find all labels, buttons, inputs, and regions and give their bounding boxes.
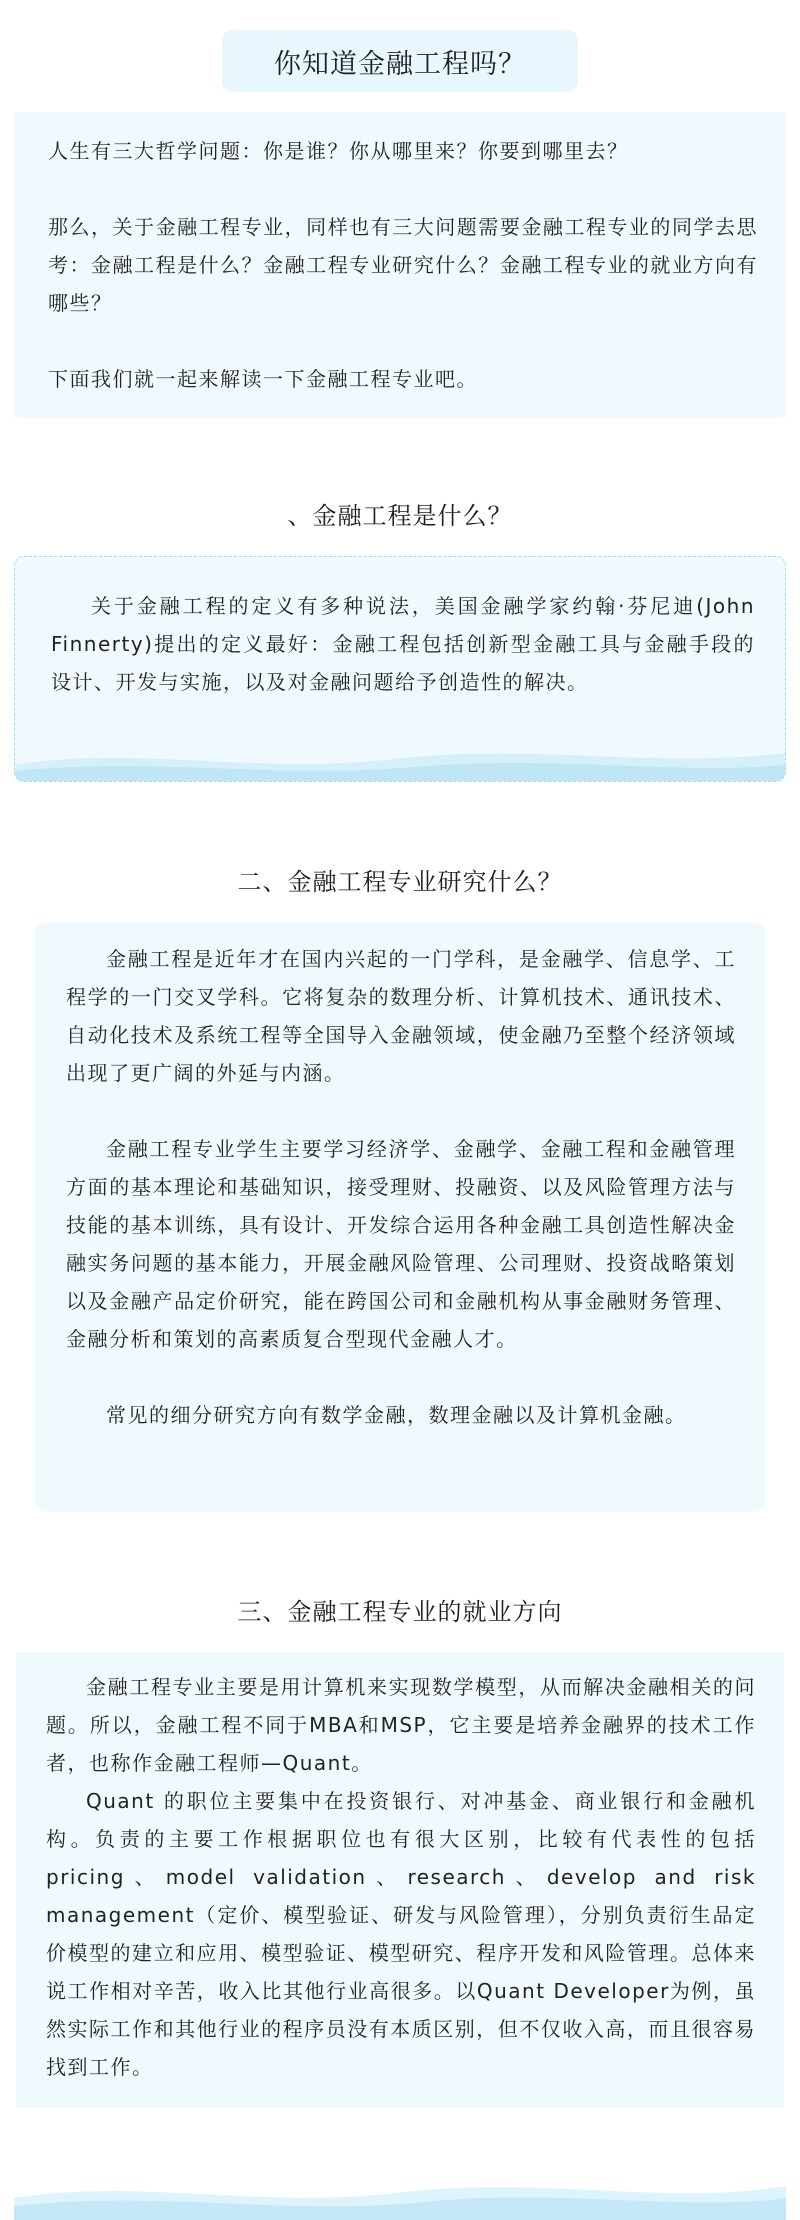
section3-paragraph: 金融工程专业主要是用计算机来实现数学模型，从而解决金融相关的问题。所以，金融工程不同于MBA和MSP，它主要是培养金融界的技术工作者，也称作金融工程师—Quant。 bbox=[46, 1675, 756, 1775]
intro-paragraph: 下面我们就一起来解读一下金融工程专业吧。 bbox=[48, 367, 478, 391]
section1-panel bbox=[14, 556, 786, 782]
page-title: 你知道金融工程吗？ bbox=[222, 30, 578, 92]
section2-paragraph: 金融工程是近年才在国内兴起的一门学科，是金融学、信息学、工程学的一门交叉学科。它将复杂的数理分析、计算机技术、通讯技术、自动化技术及系统工程等全国导入金融领域，使金融乃至整个经济领域出现了更广阔的外延与内涵。 bbox=[66, 947, 736, 1085]
section2-paragraph: 常见的细分研究方向有数学金融，数理金融以及计算机金融。 bbox=[106, 1403, 687, 1427]
section2-heading: 二、金融工程专业研究什么？ bbox=[237, 868, 563, 896]
section1-heading: 、金融工程是什么？ bbox=[287, 502, 513, 530]
section3-panel bbox=[16, 1652, 784, 2108]
intro-paragraph: 那么，关于金融工程专业，同样也有三大问题需要金融工程专业的同学去思考：金融工程是什么？金融工程专业研究什么？金融工程专业的就业方向有哪些？ bbox=[48, 215, 758, 315]
section3-paragraph: Quant 的职位主要集中在投资银行、对冲基金、商业银行和金融机构。负责的主要工作根据职位也有很大区别，比较有代表性的包括pricing、model validation、research、develop and risk management（定价、模型验证、研发与风险管理），分别负责衍生品定价模型的建立和应用、模型验证、模型研究、程序开发和风险管理。总体来说工作相对辛苦，收入比其他行业高很多。以Quant Developer为例，虽然实际工作和其他行业的程序员没有本质区别，但不仅收入高，而且很容易找到工作。 bbox=[46, 1789, 756, 2079]
bottom-wave-decoration bbox=[14, 2170, 786, 2220]
section3-heading: 三、金融工程专业的就业方向 bbox=[237, 1598, 563, 1626]
intro-paragraph: 人生有三大哲学问题：你是谁？你从哪里来？你要到哪里去？ bbox=[48, 139, 629, 163]
wave-decoration bbox=[15, 735, 785, 781]
intro-panel bbox=[14, 112, 786, 418]
section1-paragraph: 关于金融工程的定义有多种说法，美国金融学家约翰·芬尼迪(John Finnerty)提出的定义最好：金融工程包括创新型金融工具与金融手段的设计、开发与实施，以及对金融问题给予创造性的解决。 bbox=[51, 594, 755, 694]
section2-panel bbox=[34, 922, 766, 1512]
section2-paragraph: 金融工程专业学生主要学习经济学、金融学、金融工程和金融管理方面的基本理论和基础知识，接受理财、投融资、以及风险管理方法与技能的基本训练，具有设计、开发综合运用各种金融工具创造性解决金融实务问题的基本能力，开展金融风险管理、公司理财、投资战略策划以及金融产品定价研究，能在跨国公司和金融机构从事金融财务管理、金融分析和策划的高素质复合型现代金融人才。 bbox=[66, 1137, 736, 1351]
